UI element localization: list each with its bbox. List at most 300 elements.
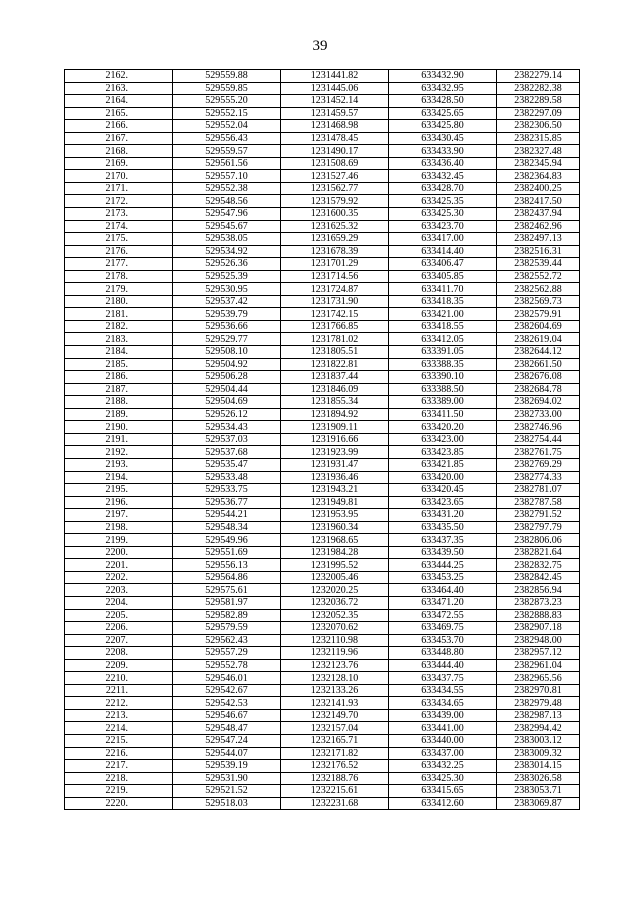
table-cell-point-number: 2163. [65,82,173,95]
table-row [65,396,580,409]
table-cell-coord-x1: 529552.78 [173,659,281,672]
table-row [65,346,580,359]
table-cell-coord-x2: 633444.40 [389,659,497,672]
table-row [65,421,580,434]
table-cell-coord-y1: 1231822.81 [281,358,389,371]
table-cell-coord-y2: 2382289.58 [497,95,580,108]
table-row [65,245,580,258]
table-row [65,609,580,622]
table-cell-coord-y2: 2382694.02 [497,396,580,409]
table-cell-coord-x2: 633411.70 [389,283,497,296]
table-cell-coord-x2: 633444.25 [389,559,497,572]
table-cell-coord-x2: 633431.20 [389,509,497,522]
table-cell-coord-y1: 1232005.46 [281,571,389,584]
table-cell-coord-x2: 633420.20 [389,421,497,434]
table-row [65,496,580,509]
table-cell-coord-x1: 529552.15 [173,107,281,120]
table-cell-coord-y1: 1231468.98 [281,120,389,133]
table-row [65,534,580,547]
table-cell-point-number: 2209. [65,659,173,672]
table-cell-point-number: 2211. [65,684,173,697]
table-cell-coord-x1: 529564.86 [173,571,281,584]
table-row [65,95,580,108]
table-cell-coord-x2: 633418.35 [389,295,497,308]
table-cell-coord-y2: 2382282.38 [497,82,580,95]
table-cell-coord-y2: 2382462.96 [497,220,580,233]
table-cell-coord-y2: 2382552.72 [497,270,580,283]
table-row [65,145,580,158]
table-cell-point-number: 2171. [65,182,173,195]
table-cell-coord-y1: 1231478.45 [281,132,389,145]
table-cell-coord-y1: 1231968.65 [281,534,389,547]
table-cell-coord-y1: 1231949.81 [281,496,389,509]
table-cell-coord-y2: 2382644.12 [497,346,580,359]
table-cell-coord-x2: 633391.05 [389,346,497,359]
table-cell-coord-y1: 1232188.76 [281,772,389,785]
table-cell-coord-x1: 529504.92 [173,358,281,371]
table-cell-coord-y1: 1232070.62 [281,622,389,635]
table-cell-coord-x1: 529525.39 [173,270,281,283]
table-row [65,295,580,308]
table-row [65,170,580,183]
table-cell-coord-y2: 2383026.58 [497,772,580,785]
table-cell-coord-x1: 529559.85 [173,82,281,95]
table-cell-coord-y2: 2382994.42 [497,722,580,735]
table-cell-coord-x2: 633412.05 [389,333,497,346]
table-cell-coord-x2: 633453.70 [389,634,497,647]
table-cell-coord-y1: 1231579.92 [281,195,389,208]
table-row [65,471,580,484]
table-row [65,596,580,609]
table-row [65,584,580,597]
table-cell-coord-y1: 1231995.52 [281,559,389,572]
table-cell-point-number: 2165. [65,107,173,120]
table-cell-point-number: 2190. [65,421,173,434]
table-cell-point-number: 2208. [65,647,173,660]
table-cell-coord-x2: 633420.45 [389,484,497,497]
table-cell-point-number: 2206. [65,622,173,635]
table-row [65,722,580,735]
table-cell-coord-x1: 529579.59 [173,622,281,635]
table-cell-coord-x2: 633417.00 [389,233,497,246]
table-cell-coord-y1: 1231701.29 [281,258,389,271]
table-cell-coord-y2: 2383069.87 [497,797,580,810]
table-cell-coord-x1: 529533.48 [173,471,281,484]
table-cell-coord-x2: 633415.65 [389,785,497,798]
table-cell-point-number: 2174. [65,220,173,233]
table-row [65,484,580,497]
table-cell-coord-y1: 1232128.10 [281,672,389,685]
table-cell-coord-y2: 2382781.07 [497,484,580,497]
table-cell-point-number: 2192. [65,446,173,459]
table-cell-coord-x1: 529534.43 [173,421,281,434]
table-cell-coord-x1: 529506.28 [173,371,281,384]
table-cell-point-number: 2220. [65,797,173,810]
table-cell-coord-y1: 1232110.98 [281,634,389,647]
table-cell-coord-y2: 2382400.25 [497,182,580,195]
table-cell-coord-x1: 529547.96 [173,208,281,221]
table-cell-coord-x2: 633434.55 [389,684,497,697]
table-cell-point-number: 2217. [65,760,173,773]
table-cell-coord-x2: 633432.25 [389,760,497,773]
table-cell-coord-y1: 1231781.02 [281,333,389,346]
table-cell-coord-y2: 2382873.23 [497,596,580,609]
table-cell-point-number: 2213. [65,709,173,722]
table-row [65,258,580,271]
table-cell-coord-x2: 633441.00 [389,722,497,735]
table-cell-point-number: 2167. [65,132,173,145]
table-cell-point-number: 2212. [65,697,173,710]
table-cell-coord-y1: 1231562.77 [281,182,389,195]
table-cell-coord-x2: 633469.75 [389,622,497,635]
table-row [65,734,580,747]
table-cell-coord-y1: 1231452.14 [281,95,389,108]
table-row [65,408,580,421]
table-cell-coord-y1: 1232123.76 [281,659,389,672]
table-cell-coord-x1: 529547.24 [173,734,281,747]
table-cell-coord-y2: 2382791.52 [497,509,580,522]
table-row [65,747,580,760]
table-cell-point-number: 2199. [65,534,173,547]
table-cell-point-number: 2200. [65,546,173,559]
table-cell-coord-y1: 1231837.44 [281,371,389,384]
table-cell-coord-x2: 633439.00 [389,709,497,722]
table-cell-coord-x1: 529548.34 [173,521,281,534]
table-cell-coord-x1: 529539.19 [173,760,281,773]
table-cell-coord-y1: 1232176.52 [281,760,389,773]
table-cell-coord-x1: 529548.47 [173,722,281,735]
table-row [65,521,580,534]
table-cell-coord-y2: 2382965.56 [497,672,580,685]
table-cell-point-number: 2196. [65,496,173,509]
table-row [65,797,580,810]
table-cell-coord-y2: 2382497.13 [497,233,580,246]
table-cell-coord-y2: 2383003.12 [497,734,580,747]
table-cell-coord-y1: 1231931.47 [281,458,389,471]
table-cell-coord-x2: 633440.00 [389,734,497,747]
table-row [65,509,580,522]
table-row [65,220,580,233]
table-cell-coord-y1: 1231490.17 [281,145,389,158]
table-cell-coord-x2: 633425.35 [389,195,497,208]
table-cell-coord-y1: 1232157.04 [281,722,389,735]
table-cell-coord-y2: 2382297.09 [497,107,580,120]
table-cell-point-number: 2164. [65,95,173,108]
table-cell-coord-x2: 633423.00 [389,433,497,446]
table-cell-coord-x2: 633464.40 [389,584,497,597]
table-cell-coord-x2: 633436.40 [389,157,497,170]
table-cell-coord-y1: 1231916.66 [281,433,389,446]
table-cell-coord-x1: 529518.03 [173,797,281,810]
table-cell-point-number: 2195. [65,484,173,497]
table-cell-coord-x1: 529556.43 [173,132,281,145]
table-cell-coord-x1: 529542.67 [173,684,281,697]
table-row [65,333,580,346]
table-cell-coord-y1: 1231742.15 [281,308,389,321]
table-cell-coord-x1: 529537.03 [173,433,281,446]
table-cell-coord-y1: 1232036.72 [281,596,389,609]
table-row [65,785,580,798]
table-row [65,283,580,296]
table-cell-coord-y2: 2382888.83 [497,609,580,622]
table-cell-coord-x1: 529504.44 [173,383,281,396]
table-cell-coord-x1: 529546.01 [173,672,281,685]
table-cell-coord-x1: 529552.04 [173,120,281,133]
table-cell-coord-x1: 529544.07 [173,747,281,760]
table-cell-coord-y1: 1232133.26 [281,684,389,697]
table-cell-coord-y2: 2382832.75 [497,559,580,572]
table-cell-coord-x2: 633412.60 [389,797,497,810]
table-cell-coord-y2: 2383014.15 [497,760,580,773]
table-cell-coord-x2: 633418.55 [389,320,497,333]
table-row [65,622,580,635]
table-cell-coord-y1: 1232119.96 [281,647,389,660]
table-cell-coord-x1: 529556.13 [173,559,281,572]
table-cell-coord-y2: 2382821.64 [497,546,580,559]
table-cell-coord-y2: 2382746.96 [497,421,580,434]
table-row [65,446,580,459]
table-cell-coord-y2: 2382661.50 [497,358,580,371]
table-row [65,684,580,697]
table-row [65,120,580,133]
table-cell-coord-x1: 529557.29 [173,647,281,660]
table-cell-coord-x1: 529561.56 [173,157,281,170]
table-cell-point-number: 2181. [65,308,173,321]
table-row [65,709,580,722]
table-cell-coord-x1: 529546.67 [173,709,281,722]
table-row [65,358,580,371]
table-cell-coord-y1: 1231714.56 [281,270,389,283]
table-cell-coord-y2: 2382684.78 [497,383,580,396]
table-row [65,458,580,471]
table-cell-coord-y2: 2382364.83 [497,170,580,183]
table-cell-coord-x1: 529526.36 [173,258,281,271]
table-cell-coord-x1: 529536.66 [173,320,281,333]
table-cell-coord-x2: 633437.75 [389,672,497,685]
table-cell-coord-y1: 1231960.34 [281,521,389,534]
table-row [65,571,580,584]
table-cell-coord-x1: 529537.42 [173,295,281,308]
table-cell-point-number: 2177. [65,258,173,271]
table-cell-point-number: 2218. [65,772,173,785]
table-cell-coord-x2: 633432.95 [389,82,497,95]
coordinates-table [64,69,580,810]
table-cell-point-number: 2198. [65,521,173,534]
table-cell-coord-y1: 1231805.51 [281,346,389,359]
table-cell-coord-y1: 1231894.92 [281,408,389,421]
table-cell-coord-y2: 2382961.04 [497,659,580,672]
table-cell-point-number: 2201. [65,559,173,572]
table-cell-coord-x2: 633439.50 [389,546,497,559]
table-cell-point-number: 2194. [65,471,173,484]
table-cell-coord-x2: 633428.70 [389,182,497,195]
table-row [65,308,580,321]
table-cell-coord-y1: 1231678.39 [281,245,389,258]
table-cell-coord-y1: 1232215.61 [281,785,389,798]
table-cell-coord-y2: 2382315.85 [497,132,580,145]
table-cell-point-number: 2173. [65,208,173,221]
table-cell-point-number: 2204. [65,596,173,609]
table-cell-coord-y1: 1231984.28 [281,546,389,559]
table-cell-point-number: 2179. [65,283,173,296]
table-cell-coord-x2: 633425.30 [389,772,497,785]
table-cell-coord-x1: 529548.56 [173,195,281,208]
table-cell-coord-x1: 529555.20 [173,95,281,108]
table-cell-coord-y2: 2382327.48 [497,145,580,158]
table-cell-coord-x2: 633425.30 [389,208,497,221]
table-cell-coord-x1: 529575.61 [173,584,281,597]
table-cell-point-number: 2207. [65,634,173,647]
table-cell-coord-x2: 633420.00 [389,471,497,484]
table-row [65,182,580,195]
table-row [65,82,580,95]
table-cell-point-number: 2182. [65,320,173,333]
table-cell-point-number: 2184. [65,346,173,359]
table-cell-coord-x2: 633428.50 [389,95,497,108]
table-cell-point-number: 2170. [65,170,173,183]
table-cell-coord-x2: 633453.25 [389,571,497,584]
table-cell-coord-x1: 529534.92 [173,245,281,258]
table-cell-coord-x1: 529504.69 [173,396,281,409]
table-cell-coord-x1: 529551.69 [173,546,281,559]
coordinates-table-body [65,70,580,810]
table-cell-point-number: 2172. [65,195,173,208]
table-row [65,659,580,672]
table-cell-coord-x1: 529539.79 [173,308,281,321]
table-cell-coord-x1: 529531.90 [173,772,281,785]
table-cell-coord-y1: 1231936.46 [281,471,389,484]
table-cell-coord-y2: 2382345.94 [497,157,580,170]
table-cell-point-number: 2215. [65,734,173,747]
table-row [65,559,580,572]
table-cell-coord-x2: 633432.90 [389,70,497,83]
table-cell-coord-x2: 633433.90 [389,145,497,158]
table-cell-coord-y1: 1232020.25 [281,584,389,597]
table-row [65,233,580,246]
table-row [65,772,580,785]
table-cell-coord-y2: 2382787.58 [497,496,580,509]
table-cell-coord-x2: 633423.65 [389,496,497,509]
table-cell-point-number: 2169. [65,157,173,170]
table-cell-coord-x2: 633390.10 [389,371,497,384]
table-cell-coord-y1: 1232141.93 [281,697,389,710]
table-cell-coord-y2: 2382417.50 [497,195,580,208]
table-cell-coord-x2: 633421.00 [389,308,497,321]
table-cell-coord-x2: 633388.50 [389,383,497,396]
table-cell-coord-y1: 1231724.87 [281,283,389,296]
table-cell-coord-x2: 633423.70 [389,220,497,233]
table-cell-coord-x2: 633421.85 [389,458,497,471]
table-cell-coord-x1: 529521.52 [173,785,281,798]
table-cell-coord-x1: 529552.38 [173,182,281,195]
table-cell-coord-y1: 1232165.71 [281,734,389,747]
table-cell-coord-y1: 1232231.68 [281,797,389,810]
table-cell-coord-x2: 633423.85 [389,446,497,459]
table-cell-point-number: 2186. [65,371,173,384]
table-row [65,697,580,710]
table-cell-coord-x1: 529536.77 [173,496,281,509]
table-cell-coord-x1: 529526.12 [173,408,281,421]
table-cell-coord-x2: 633405.85 [389,270,497,283]
table-cell-coord-y1: 1231527.46 [281,170,389,183]
table-cell-point-number: 2183. [65,333,173,346]
table-cell-coord-x1: 529535.47 [173,458,281,471]
table-cell-coord-x2: 633425.65 [389,107,497,120]
table-cell-coord-x1: 529582.89 [173,609,281,622]
table-cell-coord-x1: 529537.68 [173,446,281,459]
table-cell-point-number: 2216. [65,747,173,760]
table-cell-coord-x1: 529529.77 [173,333,281,346]
table-cell-point-number: 2189. [65,408,173,421]
table-cell-point-number: 2162. [65,70,173,83]
table-cell-point-number: 2187. [65,383,173,396]
table-cell-coord-x1: 529508.10 [173,346,281,359]
table-cell-coord-y2: 2383053.71 [497,785,580,798]
table-cell-coord-x2: 633411.50 [389,408,497,421]
table-cell-coord-y2: 2382579.91 [497,308,580,321]
table-cell-point-number: 2178. [65,270,173,283]
table-cell-coord-y2: 2382769.29 [497,458,580,471]
table-cell-coord-y2: 2382279.14 [497,70,580,83]
table-cell-coord-y1: 1231943.21 [281,484,389,497]
table-cell-coord-y2: 2382856.94 [497,584,580,597]
table-cell-coord-y2: 2382754.44 [497,433,580,446]
table-cell-point-number: 2193. [65,458,173,471]
table-cell-coord-y2: 2382562.88 [497,283,580,296]
table-cell-coord-y2: 2382907.18 [497,622,580,635]
table-cell-coord-y2: 2382970.81 [497,684,580,697]
table-cell-coord-y1: 1231508.69 [281,157,389,170]
table-cell-coord-x1: 529557.10 [173,170,281,183]
table-cell-coord-y2: 2382676.08 [497,371,580,384]
table-row [65,433,580,446]
table-cell-coord-y1: 1231953.95 [281,509,389,522]
table-cell-coord-x2: 633472.55 [389,609,497,622]
table-cell-coord-y1: 1231766.85 [281,320,389,333]
page-number: 39 [312,38,328,54]
table-cell-coord-y2: 2382733.00 [497,408,580,421]
table-cell-coord-y2: 2382516.31 [497,245,580,258]
table-cell-coord-x1: 529542.53 [173,697,281,710]
table-cell-coord-x2: 633437.35 [389,534,497,547]
table-cell-coord-y1: 1231909.11 [281,421,389,434]
table-row [65,760,580,773]
table-cell-coord-y2: 2382619.04 [497,333,580,346]
table-cell-coord-y2: 2382957.12 [497,647,580,660]
table-cell-coord-y1: 1231459.57 [281,107,389,120]
table-cell-coord-x2: 633432.45 [389,170,497,183]
table-cell-coord-x2: 633406.47 [389,258,497,271]
table-row [65,157,580,170]
table-row [65,132,580,145]
table-row [65,672,580,685]
table-cell-point-number: 2188. [65,396,173,409]
table-cell-coord-y1: 1231625.32 [281,220,389,233]
table-cell-point-number: 2214. [65,722,173,735]
table-cell-coord-y2: 2382797.79 [497,521,580,534]
table-cell-coord-x1: 529559.88 [173,70,281,83]
table-cell-coord-y2: 2382604.69 [497,320,580,333]
table-row [65,546,580,559]
table-row [65,634,580,647]
table-cell-coord-y1: 1232171.82 [281,747,389,760]
table-cell-coord-x1: 529559.57 [173,145,281,158]
table-cell-coord-x2: 633414.40 [389,245,497,258]
table-cell-coord-x1: 529581.97 [173,596,281,609]
table-row [65,647,580,660]
table-cell-point-number: 2191. [65,433,173,446]
table-cell-point-number: 2203. [65,584,173,597]
